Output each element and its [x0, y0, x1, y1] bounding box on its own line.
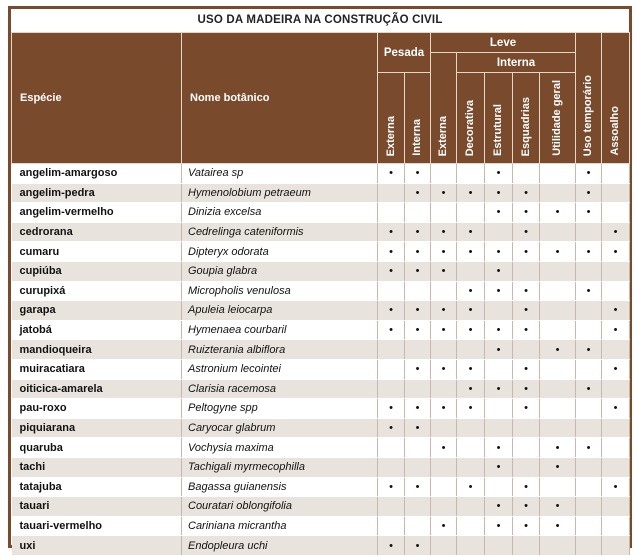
usage-empty-cell: [457, 340, 485, 360]
species-cell: piquiarana: [12, 418, 182, 438]
usage-empty-cell: [485, 301, 513, 321]
usage-dot-cell: •: [405, 359, 431, 379]
usage-empty-cell: [540, 379, 576, 399]
usage-dot-cell: •: [513, 399, 540, 419]
usage-empty-cell: [378, 438, 405, 458]
species-cell: curupixá: [12, 281, 182, 301]
species-cell: cumaru: [12, 242, 182, 262]
usage-empty-cell: [576, 418, 602, 438]
usage-empty-cell: [576, 222, 602, 242]
table-row: [12, 536, 630, 556]
header-pesada-interna: Interna: [405, 73, 431, 164]
usage-empty-cell: [540, 301, 576, 321]
species-cell: angelim-pedra: [12, 183, 182, 203]
usage-dot-cell: •: [540, 516, 576, 536]
species-cell: tatajuba: [12, 477, 182, 497]
header-nome-botanico: Nome botânico: [182, 33, 378, 164]
usage-dot-cell: •: [513, 222, 540, 242]
usage-dot-cell: •: [405, 418, 431, 438]
usage-empty-cell: [405, 281, 431, 301]
usage-dot-cell: •: [576, 340, 602, 360]
usage-empty-cell: [405, 438, 431, 458]
table-row: [12, 222, 630, 242]
header-estrutural: Estrutural: [485, 73, 513, 164]
table-row: [12, 497, 630, 517]
botanical-name-cell: Clarisia racemosa: [182, 379, 378, 399]
header-esquadrias: Esquadrias: [513, 73, 540, 164]
usage-empty-cell: [431, 497, 457, 517]
usage-empty-cell: [405, 516, 431, 536]
usage-dot-cell: •: [513, 281, 540, 301]
usage-dot-cell: •: [431, 261, 457, 281]
usage-dot-cell: •: [513, 516, 540, 536]
botanical-name-cell: Apuleia leiocarpa: [182, 301, 378, 321]
species-cell: oiticica-amarela: [12, 379, 182, 399]
table-row: [12, 320, 630, 340]
usage-empty-cell: [513, 438, 540, 458]
usage-empty-cell: [602, 340, 630, 360]
species-cell: jatobá: [12, 320, 182, 340]
usage-dot-cell: •: [378, 477, 405, 497]
usage-dot-cell: •: [576, 242, 602, 262]
usage-dot-cell: •: [485, 261, 513, 281]
usage-dot-cell: •: [576, 164, 602, 184]
usage-empty-cell: [576, 399, 602, 419]
usage-dot-cell: •: [513, 477, 540, 497]
usage-dot-cell: •: [378, 399, 405, 419]
table-body: [12, 164, 630, 556]
species-cell: pau-roxo: [12, 399, 182, 419]
usage-empty-cell: [457, 457, 485, 477]
usage-empty-cell: [431, 379, 457, 399]
usage-empty-cell: [457, 516, 485, 536]
usage-empty-cell: [602, 183, 630, 203]
species-cell: quaruba: [12, 438, 182, 458]
usage-dot-cell: •: [457, 222, 485, 242]
usage-empty-cell: [431, 203, 457, 223]
usage-dot-cell: •: [457, 399, 485, 419]
usage-dot-cell: •: [378, 418, 405, 438]
usage-empty-cell: [431, 536, 457, 556]
usage-empty-cell: [602, 457, 630, 477]
usage-dot-cell: •: [485, 379, 513, 399]
usage-dot-cell: •: [576, 379, 602, 399]
species-cell: angelim-vermelho: [12, 203, 182, 223]
table-row: [12, 164, 630, 184]
usage-dot-cell: •: [540, 457, 576, 477]
usage-dot-cell: •: [540, 438, 576, 458]
usage-dot-cell: •: [513, 497, 540, 517]
table-row: [12, 438, 630, 458]
usage-dot-cell: •: [457, 320, 485, 340]
usage-dot-cell: •: [378, 536, 405, 556]
usage-empty-cell: [513, 164, 540, 184]
usage-empty-cell: [378, 340, 405, 360]
usage-empty-cell: [457, 438, 485, 458]
usage-empty-cell: [513, 261, 540, 281]
usage-empty-cell: [540, 320, 576, 340]
usage-dot-cell: •: [431, 359, 457, 379]
usage-empty-cell: [540, 183, 576, 203]
usage-empty-cell: [602, 418, 630, 438]
usage-empty-cell: [378, 457, 405, 477]
usage-dot-cell: •: [405, 164, 431, 184]
usage-empty-cell: [540, 222, 576, 242]
usage-dot-cell: •: [431, 222, 457, 242]
usage-dot-cell: •: [540, 203, 576, 223]
botanical-name-cell: Dinizia excelsa: [182, 203, 378, 223]
usage-empty-cell: [378, 281, 405, 301]
botanical-name-cell: Cedrelinga cateniformis: [182, 222, 378, 242]
header-leve: Leve: [431, 33, 576, 53]
botanical-name-cell: Vatairea sp: [182, 164, 378, 184]
usage-dot-cell: •: [540, 497, 576, 517]
usage-empty-cell: [405, 457, 431, 477]
botanical-name-cell: Couratari oblongifolia: [182, 497, 378, 517]
species-cell: muiracatiara: [12, 359, 182, 379]
header-uso-temporario: Uso temporário: [576, 33, 602, 164]
usage-dot-cell: •: [485, 516, 513, 536]
usage-dot-cell: •: [378, 320, 405, 340]
usage-dot-cell: •: [602, 242, 630, 262]
usage-dot-cell: •: [431, 301, 457, 321]
species-cell: cedrorana: [12, 222, 182, 242]
usage-empty-cell: [485, 536, 513, 556]
wood-usage-table: [11, 32, 630, 556]
usage-empty-cell: [431, 164, 457, 184]
usage-empty-cell: [457, 536, 485, 556]
table-header: [12, 33, 630, 164]
botanical-name-cell: Peltogyne spp: [182, 399, 378, 419]
wood-usage-table-frame: [8, 6, 632, 552]
usage-empty-cell: [602, 164, 630, 184]
usage-empty-cell: [602, 536, 630, 556]
botanical-name-cell: Bagassa guianensis: [182, 477, 378, 497]
usage-empty-cell: [576, 497, 602, 517]
table-row: [12, 379, 630, 399]
usage-empty-cell: [431, 477, 457, 497]
usage-dot-cell: •: [378, 222, 405, 242]
usage-dot-cell: •: [431, 438, 457, 458]
usage-empty-cell: [378, 497, 405, 517]
usage-empty-cell: [405, 340, 431, 360]
usage-empty-cell: [405, 203, 431, 223]
header-decorativa: Decorativa: [457, 73, 485, 164]
usage-empty-cell: [485, 399, 513, 419]
usage-dot-cell: •: [457, 242, 485, 262]
table-row: [12, 418, 630, 438]
usage-empty-cell: [540, 281, 576, 301]
usage-dot-cell: •: [457, 301, 485, 321]
usage-dot-cell: •: [405, 183, 431, 203]
usage-dot-cell: •: [576, 203, 602, 223]
usage-dot-cell: •: [405, 261, 431, 281]
botanical-name-cell: Dipteryx odorata: [182, 242, 378, 262]
usage-empty-cell: [405, 497, 431, 517]
botanical-name-cell: Hymenaea courbaril: [182, 320, 378, 340]
table-title: USO DA MADEIRA NA CONSTRUÇÃO CIVIL: [197, 14, 443, 26]
usage-dot-cell: •: [602, 222, 630, 242]
botanical-name-cell: Ruizterania albiflora: [182, 340, 378, 360]
usage-dot-cell: •: [378, 301, 405, 321]
usage-dot-cell: •: [378, 164, 405, 184]
usage-empty-cell: [405, 379, 431, 399]
usage-empty-cell: [576, 477, 602, 497]
usage-dot-cell: •: [485, 203, 513, 223]
usage-dot-cell: •: [405, 242, 431, 262]
table-row: [12, 242, 630, 262]
botanical-name-cell: Hymenolobium petraeum: [182, 183, 378, 203]
table-row: [12, 183, 630, 203]
usage-dot-cell: •: [513, 379, 540, 399]
usage-empty-cell: [576, 516, 602, 536]
table-row: [12, 203, 630, 223]
botanical-name-cell: Caryocar glabrum: [182, 418, 378, 438]
usage-empty-cell: [576, 457, 602, 477]
usage-dot-cell: •: [431, 183, 457, 203]
usage-dot-cell: •: [513, 359, 540, 379]
usage-empty-cell: [540, 536, 576, 556]
header-utilidade-geral: Utilidade geral: [540, 73, 576, 164]
table-row: [12, 301, 630, 321]
usage-empty-cell: [576, 301, 602, 321]
usage-empty-cell: [602, 497, 630, 517]
species-cell: mandioqueira: [12, 340, 182, 360]
usage-empty-cell: [576, 359, 602, 379]
botanical-name-cell: Goupia glabra: [182, 261, 378, 281]
usage-empty-cell: [513, 340, 540, 360]
species-cell: angelim-amargoso: [12, 164, 182, 184]
usage-empty-cell: [576, 261, 602, 281]
species-cell: garapa: [12, 301, 182, 321]
header-interna-group: Interna: [457, 53, 576, 73]
botanical-name-cell: Cariniana micrantha: [182, 516, 378, 536]
usage-dot-cell: •: [540, 340, 576, 360]
species-cell: tauari: [12, 497, 182, 517]
usage-empty-cell: [513, 536, 540, 556]
usage-dot-cell: •: [576, 438, 602, 458]
usage-empty-cell: [378, 183, 405, 203]
usage-empty-cell: [431, 418, 457, 438]
usage-dot-cell: •: [405, 222, 431, 242]
usage-dot-cell: •: [513, 320, 540, 340]
usage-empty-cell: [540, 399, 576, 419]
usage-empty-cell: [457, 203, 485, 223]
botanical-name-cell: Astronium lecointei: [182, 359, 378, 379]
usage-empty-cell: [378, 516, 405, 536]
usage-dot-cell: •: [485, 242, 513, 262]
usage-dot-cell: •: [513, 242, 540, 262]
table-row: [12, 340, 630, 360]
usage-empty-cell: [540, 418, 576, 438]
usage-empty-cell: [602, 379, 630, 399]
usage-empty-cell: [378, 203, 405, 223]
table-row: [12, 399, 630, 419]
usage-dot-cell: •: [405, 320, 431, 340]
usage-dot-cell: •: [576, 281, 602, 301]
usage-dot-cell: •: [405, 301, 431, 321]
header-pesada: Pesada: [378, 33, 431, 73]
usage-dot-cell: •: [431, 320, 457, 340]
usage-dot-cell: •: [602, 301, 630, 321]
species-cell: cupiúba: [12, 261, 182, 281]
usage-dot-cell: •: [431, 516, 457, 536]
usage-dot-cell: •: [602, 477, 630, 497]
usage-dot-cell: •: [405, 399, 431, 419]
table-row: [12, 359, 630, 379]
usage-empty-cell: [602, 438, 630, 458]
header-assoalho: Assoalho: [602, 33, 630, 164]
usage-empty-cell: [540, 164, 576, 184]
usage-dot-cell: •: [485, 164, 513, 184]
usage-empty-cell: [485, 418, 513, 438]
usage-dot-cell: •: [513, 203, 540, 223]
usage-dot-cell: •: [431, 242, 457, 262]
usage-dot-cell: •: [485, 320, 513, 340]
usage-dot-cell: •: [602, 359, 630, 379]
botanical-name-cell: Tachigali myrmecophilla: [182, 457, 378, 477]
usage-dot-cell: •: [485, 340, 513, 360]
usage-dot-cell: •: [485, 438, 513, 458]
botanical-name-cell: Endopleura uchi: [182, 536, 378, 556]
usage-dot-cell: •: [457, 379, 485, 399]
usage-dot-cell: •: [378, 242, 405, 262]
usage-dot-cell: •: [457, 281, 485, 301]
usage-empty-cell: [540, 261, 576, 281]
table-row: [12, 261, 630, 281]
usage-dot-cell: •: [457, 359, 485, 379]
species-cell: uxi: [12, 536, 182, 556]
usage-dot-cell: •: [540, 242, 576, 262]
usage-empty-cell: [602, 516, 630, 536]
usage-dot-cell: •: [602, 320, 630, 340]
usage-empty-cell: [513, 418, 540, 438]
usage-dot-cell: •: [405, 477, 431, 497]
usage-dot-cell: •: [457, 477, 485, 497]
usage-dot-cell: •: [431, 399, 457, 419]
usage-dot-cell: •: [485, 497, 513, 517]
species-cell: tachi: [12, 457, 182, 477]
usage-empty-cell: [457, 261, 485, 281]
table-row: [12, 457, 630, 477]
usage-dot-cell: •: [457, 183, 485, 203]
usage-dot-cell: •: [405, 536, 431, 556]
usage-empty-cell: [485, 359, 513, 379]
usage-dot-cell: •: [602, 399, 630, 419]
usage-dot-cell: •: [513, 301, 540, 321]
header-pesada-externa: Externa: [378, 73, 405, 164]
usage-empty-cell: [540, 359, 576, 379]
usage-empty-cell: [457, 418, 485, 438]
header-especie: Espécie: [12, 33, 182, 164]
usage-empty-cell: [431, 281, 457, 301]
header-leve-externa: Externa: [431, 53, 457, 164]
usage-empty-cell: [602, 203, 630, 223]
usage-empty-cell: [602, 261, 630, 281]
usage-dot-cell: •: [513, 183, 540, 203]
usage-dot-cell: •: [378, 261, 405, 281]
usage-empty-cell: [431, 340, 457, 360]
usage-empty-cell: [576, 536, 602, 556]
table-row: [12, 477, 630, 497]
botanical-name-cell: Micropholis venulosa: [182, 281, 378, 301]
usage-empty-cell: [576, 320, 602, 340]
table-row: [12, 516, 630, 536]
usage-empty-cell: [378, 359, 405, 379]
usage-empty-cell: [378, 379, 405, 399]
usage-empty-cell: [540, 477, 576, 497]
usage-empty-cell: [513, 457, 540, 477]
usage-empty-cell: [485, 222, 513, 242]
usage-empty-cell: [457, 497, 485, 517]
usage-empty-cell: [602, 281, 630, 301]
usage-dot-cell: •: [485, 457, 513, 477]
usage-empty-cell: [457, 164, 485, 184]
species-cell: tauari-vermelho: [12, 516, 182, 536]
usage-dot-cell: •: [485, 281, 513, 301]
usage-empty-cell: [485, 477, 513, 497]
botanical-name-cell: Vochysia maxima: [182, 438, 378, 458]
usage-dot-cell: •: [576, 183, 602, 203]
usage-dot-cell: •: [485, 183, 513, 203]
table-row: [12, 281, 630, 301]
usage-empty-cell: [431, 457, 457, 477]
